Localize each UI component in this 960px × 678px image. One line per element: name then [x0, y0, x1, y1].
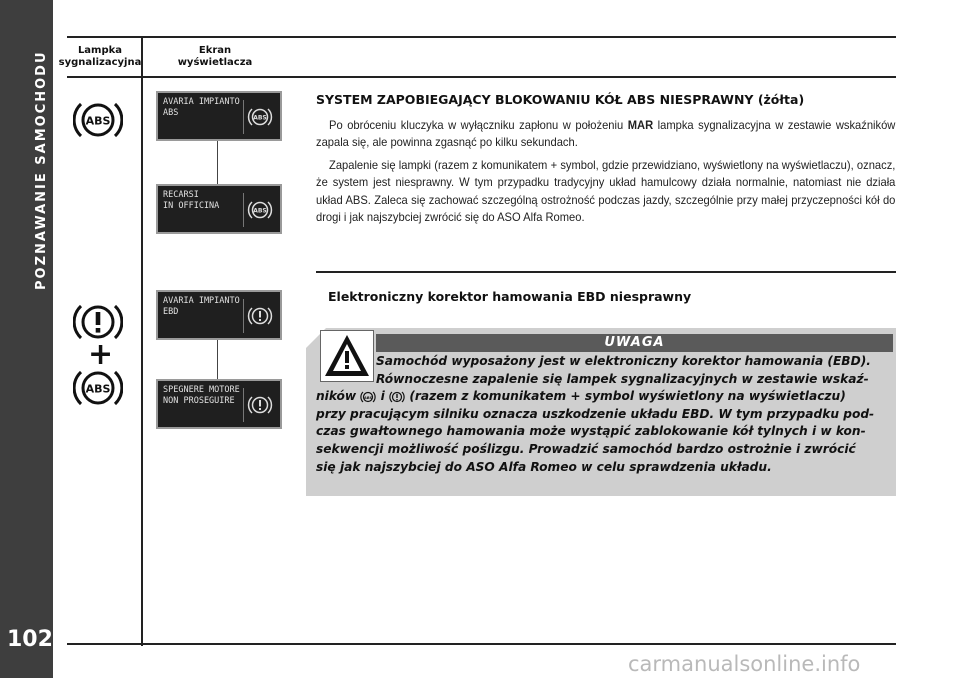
sidebar: [0, 0, 53, 678]
abs-inline-icon: [360, 390, 376, 404]
bottom-rule: [67, 643, 896, 645]
section-title: POZNAWANIE SAMOCHODU: [34, 50, 49, 290]
warning-line: przy pracującym silniku oznacza uszkodzenie układu EBD. W tym przypadku pod-: [316, 406, 875, 421]
warning-line: ników ABS i (razem z komunikatem + symbol wyświetlony na wyświetlaczu): [316, 389, 846, 404]
warning-exclamation-icon: [243, 388, 276, 422]
column-divider: [141, 36, 143, 646]
warning-line: Równoczesne zapalenie się lampek sygnalizacyjnych w zestawie wskaź-: [376, 371, 869, 386]
abs-lamp-icon: [73, 100, 123, 140]
display-text: RECARSI IN OFFICINA: [163, 190, 220, 211]
paragraph-2: Zapalenie się lampki (razem z komunikatem + symbol, gdzie przewidziano, wyświetlony na wyświetlaczu), oznacz, że system jest niesprawny. W tym przypadku tradycyjny układ hamulcowy działa normalnie, natomiast nie działa układ ABS. Zaleca się zachować szczególną ostrożność podczas jazdy, szczególnie przy małej przyczepności kół do drogi i jak najszybciej zwrócić się do ASO Alfa Romeo.: [316, 157, 896, 225]
svg-text:ABS: ABS: [253, 114, 267, 122]
brake-warning-lamp-icon: [73, 302, 123, 342]
display-text: AVARIA IMPIANTO EBD: [163, 296, 240, 317]
header-rule: [67, 76, 896, 78]
svg-text:ABS: ABS: [85, 114, 111, 128]
display-text: AVARIA IMPIANTO ABS: [163, 97, 240, 118]
watermark: carmanualsonline.info: [628, 652, 861, 676]
display-avaria-ebd: [156, 290, 282, 340]
warning-line: się jak najszybciej do ASO Alfa Romeo w celu sprawdzenia układu.: [316, 459, 772, 474]
svg-text:ABS: ABS: [253, 207, 267, 215]
connector-line: [217, 141, 218, 185]
top-rule: [67, 36, 896, 38]
display-text: SPEGNERE MOTORE NON PROSEGUIRE: [163, 385, 240, 406]
display-recarsi: [156, 184, 282, 234]
svg-text:ABS: ABS: [85, 382, 111, 396]
abs-icon: [243, 100, 276, 134]
abs-section-title: SYSTEM ZAPOBIEGAJĄCY BLOKOWANIU KÓŁ ABS NIESPRAWNY (żółta): [316, 92, 805, 107]
display-avaria-abs: [156, 91, 282, 141]
paragraph-1: Po obróceniu kluczyka w wyłączniku zapłonu w położeniu MAR lampka sygnalizacyjna w zestawie wskaźników zapala się, ale powinna zgasnąć po kilku sekundach.: [316, 118, 896, 150]
warning-line: Samochód wyposażony jest w elektroniczny korektor hamowania (EBD).: [376, 354, 871, 368]
warning-line: sekwencji możliwość poślizgu. Prowadzić samochód bardzo ostrożnie i zwrócić: [316, 441, 856, 456]
warning-line: czas gwałtownego hamowania może wystąpić zablokowanie kół tylnych i w kon-: [316, 424, 866, 439]
page-number: 102: [7, 627, 53, 652]
display-spegnere: [156, 379, 282, 429]
warning-text: [316, 353, 893, 476]
abs-lamp-icon-2: [73, 368, 123, 408]
abs-icon: [243, 193, 276, 227]
ebd-section-title: Elektroniczny korektor hamowania EBD niesprawny: [328, 289, 692, 304]
warning-label: UWAGA: [376, 334, 893, 352]
lamp-column-header: Lampka sygnalizacyjna: [58, 45, 142, 68]
abs-section-body: [316, 117, 896, 226]
plus-sign: +: [88, 337, 114, 372]
warning-inline-icon: [389, 390, 405, 404]
display-column-header: Ekran wyświetlacza: [177, 45, 253, 68]
svg-text:ABS: ABS: [364, 395, 373, 400]
warning-exclamation-icon: [243, 299, 276, 333]
section-rule: [316, 271, 896, 273]
connector-line: [217, 340, 218, 380]
